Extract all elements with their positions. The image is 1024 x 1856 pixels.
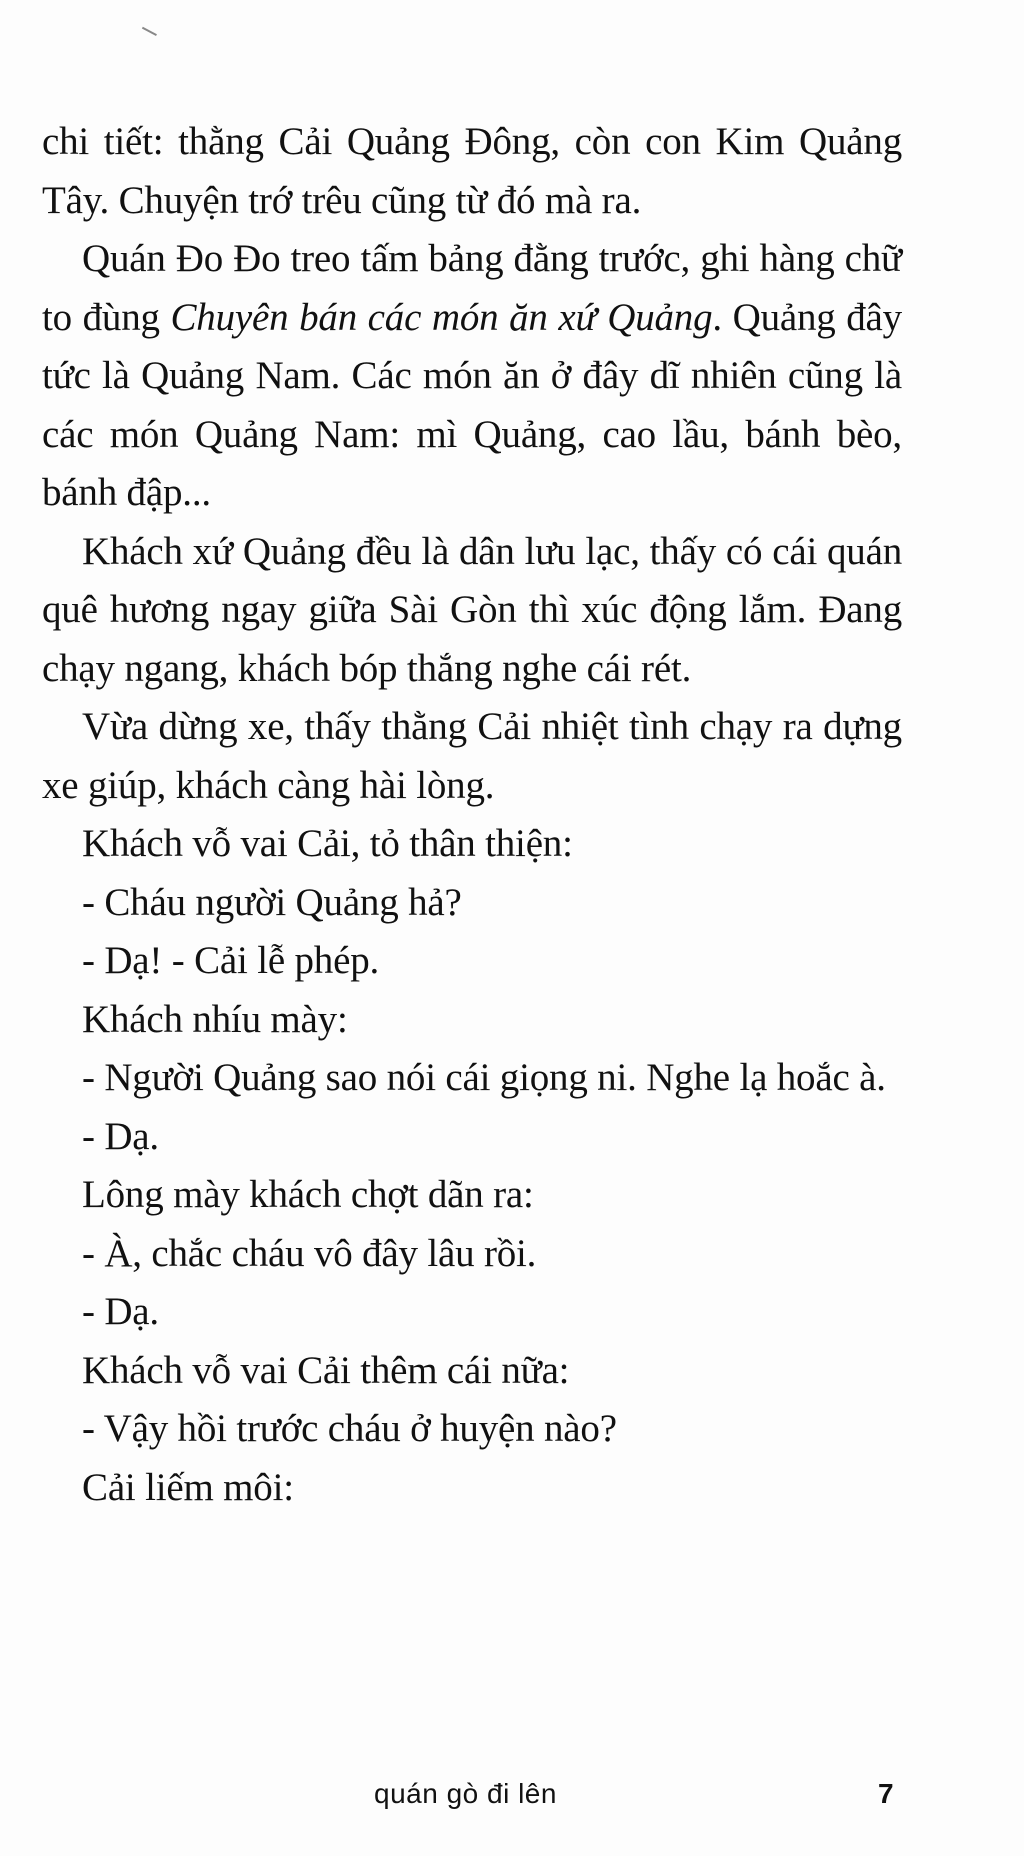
paragraph-2-after: . Quảng đây tức là Quảng Nam. Các món ăn ở đây dĩ nhiên cũng là các món Quảng Nam: mì Quảng, cao lầu, bánh bèo, bánh đập... [42, 295, 902, 514]
paragraph-7: Lông mày khách chợt dãn ra: [82, 1173, 534, 1216]
page-number: 7 [878, 1778, 894, 1809]
dialogue-line-6: - Dạ. [82, 1290, 159, 1333]
paragraph-2 [42, 230, 902, 523]
paragraph-8: Khách vỗ vai Cải thêm cái nữa: [82, 1348, 570, 1392]
paragraph-9: Cải liếm môi: [82, 1465, 294, 1509]
paragraph-6: Khách nhíu mày: [82, 997, 348, 1041]
dialogue-line-5: - À, chắc cháu vô đây lâu rồi. [82, 1231, 537, 1275]
paragraph-1: chi tiết: thằng Cải Quảng Đông, còn con Kim Quảng Tây. Chuyện trớ trêu cũng từ đó mà ra. [42, 120, 902, 222]
dialogue-line-3: - Người Quảng sao nói cái giọng ni. Nghe lạ hoắc à. [82, 1056, 886, 1099]
dialogue-line-2: - Dạ! - Cải lễ phép. [82, 939, 380, 982]
dialogue-line-4: - Dạ. [82, 1114, 159, 1158]
body-text [42, 113, 902, 1517]
dialogue-line-1: - Cháu người Quảng hả? [82, 880, 462, 924]
scan-mark [139, 27, 157, 42]
paragraph-4: Vừa dừng xe, thấy thằng Cải nhiệt tình chạy ra dựng xe giúp, khách càng hài lòng. [42, 705, 902, 807]
paragraph-2-before: Quán Đo Đo treo tấm bảng đằng trước, ghi hàng chữ to đùng [42, 237, 902, 339]
running-title: quán gò đi lên [374, 1778, 557, 1809]
paragraph-3: Khách xứ Quảng đều là dân lưu lạc, thấy có cái quán quê hương ngay giữa Sài Gòn thì xúc động lắm. Đang chạy ngang, khách bóp thắng nghe cái rét. [42, 529, 902, 690]
paragraph-5: Khách vỗ vai Cải, tỏ thân thiện: [82, 822, 573, 865]
shop-sign-text: Chuyên bán các món ăn xứ Quảng [170, 295, 713, 339]
dialogue-line-7: - Vậy hồi trước cháu ở huyện nào? [82, 1407, 617, 1450]
page-footer [0, 1778, 1024, 1818]
